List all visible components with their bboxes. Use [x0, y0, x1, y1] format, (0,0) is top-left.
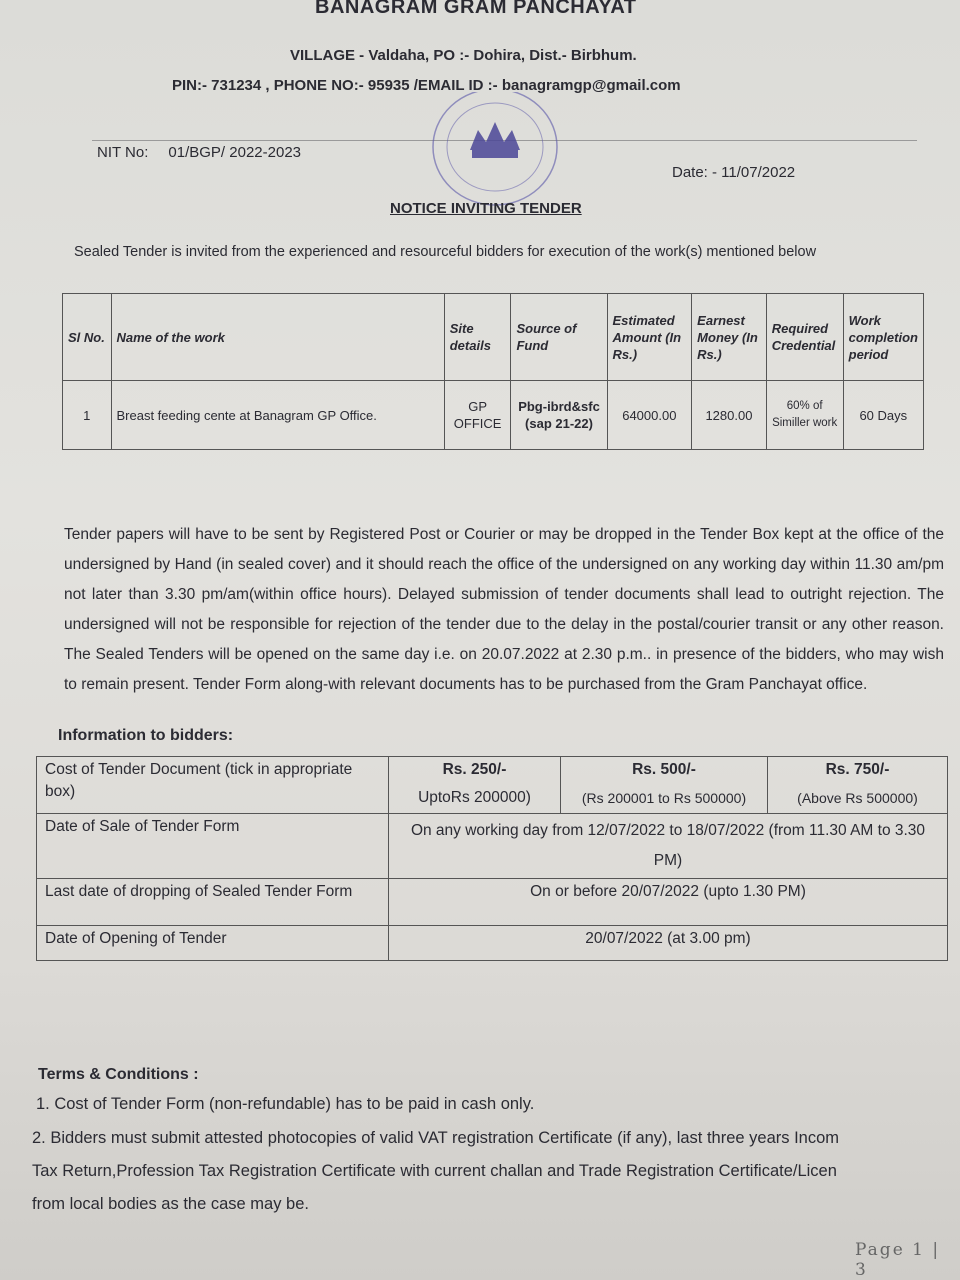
col-fund: Source of Fund [511, 294, 607, 381]
open-row [37, 926, 948, 961]
cost-option-3-price: Rs. 750/- [825, 761, 890, 778]
cost-option-3-range: (Above Rs 500000) [797, 790, 918, 806]
terms-heading: Terms & Conditions : [38, 1066, 199, 1083]
drop-value: On or before 20/07/2022 (upto 1.30 PM) [389, 879, 948, 926]
sale-label: Date of Sale of Tender Form [37, 814, 389, 879]
col-name: Name of the work [111, 294, 444, 381]
cost-option-2-range: (Rs 200001 to Rs 500000) [581, 790, 747, 806]
col-credential: Required Credential [766, 294, 843, 381]
term-item-2-line-1: 2. Bidders must submit attested photocopies of valid VAT registration Certificate (if any), last three years Incom [32, 1129, 840, 1147]
cell-period: 60 Days [843, 381, 923, 450]
cost-row [37, 757, 948, 814]
cell-earnest: 1280.00 [692, 381, 767, 450]
contact-line: PIN:- 731234 , PHONE NO:- 95935 /EMAIL ID :- banagramgp@gmail.com [172, 77, 681, 94]
cost-option-2-price: Rs. 500/- [632, 761, 696, 778]
cost-option-1-range: UptoRs 200000) [418, 789, 531, 806]
cost-option-1-price: Rs. 250/- [442, 761, 507, 778]
cost-option-2 [561, 757, 768, 814]
address-line: VILLAGE - Valdaha, PO :- Dohira, Dist.- Birbhum. [290, 47, 637, 64]
notice-title: NOTICE INVITING TENDER [390, 200, 582, 217]
cell-fund: Pbg-ibrd&sfc (sap 21-22) [511, 381, 607, 450]
nit-number [97, 144, 301, 161]
cell-site: GP OFFICE [444, 381, 511, 450]
term-item-1: 1. Cost of Tender Form (non-refundable) has to be paid in cash only. [36, 1095, 535, 1113]
cost-option-3 [768, 757, 948, 814]
panchayat-title: BANAGRAM GRAM PANCHAYAT [315, 0, 637, 18]
sale-row [37, 814, 948, 879]
nit-value: 01/BGP/ 2022-2023 [168, 144, 302, 161]
tender-instructions: Tender papers will have to be sent by Registered Post or Courier or may be dropped in the Tender Box kept at the office of the undersigned by Hand (in sealed cover) and it should reach the office of the undersigned on any working day within 11.30 am/pm not later than 3.30 pm/am(within office hours). Delayed submission of tender documents shall lead to outright rejection. The undersigned will not be responsible for rejection of the tender due to the delay in the postal/courier transit or any other reason. The Sealed Tenders will be opened on the same day i.e. on 20.07.2022 at 2.30 p.m.. in presence of the bidders, who may wish to remain present. Tender Form along-with relevant documents has to be purchased from the Gram Panchayat office. [64, 526, 944, 693]
page-number: Page 1 | 3 [855, 1240, 941, 1280]
cell-amount: 64000.00 [607, 381, 692, 450]
term-item-2-line-2: Tax Return,Profession Tax Registration Certificate with current challan and Trade Registration Certificate/Licen [32, 1162, 837, 1180]
col-amount: Estimated Amount (In Rs.) [607, 294, 692, 381]
intro-text: Sealed Tender is invited from the experienced and resourceful bidders for execution of the work(s) mentioned below [74, 244, 817, 260]
cell-sl: 1 [63, 381, 112, 450]
cell-credential: 60% of Similler work [766, 381, 843, 450]
open-value: 20/07/2022 (at 3.00 pm) [389, 926, 948, 961]
col-sl: Sl No. [63, 294, 112, 381]
col-site: Site details [444, 294, 511, 381]
table-row [63, 381, 924, 450]
cost-label: Cost of Tender Document (tick in appropriate box) [37, 757, 389, 814]
col-period: Work completion period [843, 294, 923, 381]
col-earnest: Earnest Money (In Rs.) [692, 294, 767, 381]
notice-date: Date: - 11/07/2022 [672, 164, 796, 181]
nit-label: NIT No: [97, 144, 149, 161]
panchayat-seal-icon [420, 92, 570, 212]
drop-row [37, 879, 948, 926]
drop-label: Last date of dropping of Sealed Tender Form [37, 879, 389, 926]
term-item-2 [32, 1122, 960, 1221]
cell-name: Breast feeding cente at Banagram GP Office. [111, 381, 444, 450]
open-label: Date of Opening of Tender [37, 926, 389, 961]
cost-option-1 [389, 757, 561, 814]
info-table [36, 756, 948, 961]
works-table [62, 293, 924, 450]
term-item-2-line-3: from local bodies as the case may be. [32, 1195, 309, 1213]
info-heading: Information to bidders: [58, 727, 234, 744]
works-header-row [63, 294, 924, 381]
sale-value: On any working day from 12/07/2022 to 18/07/2022 (from 11.30 AM to 3.30 PM) [389, 814, 948, 879]
